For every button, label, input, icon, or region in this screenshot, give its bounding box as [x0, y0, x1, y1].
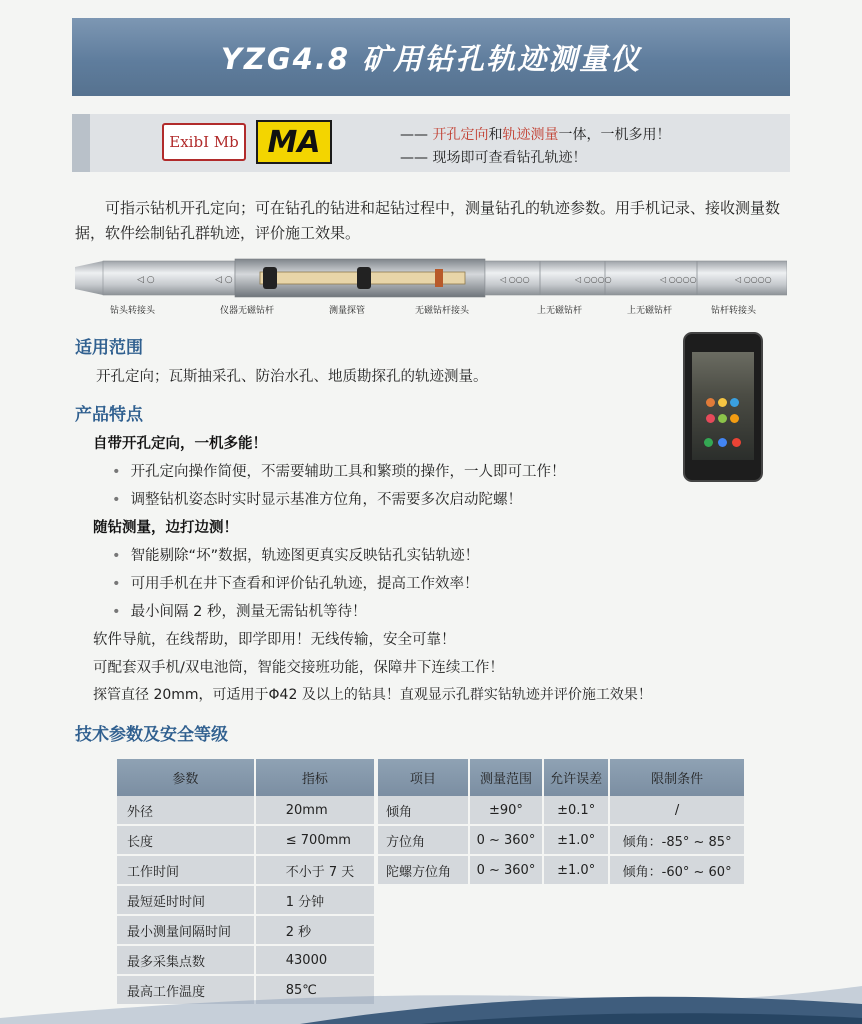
slogan-line-2: —— 现场即可查看钻孔轨迹！: [400, 150, 587, 166]
table-header: 测量范围: [470, 759, 544, 796]
table-row: 陀螺方位角 0 ~ 360° ±1.0° 倾角：-60° ~ 60°: [378, 856, 746, 886]
svg-text:◁ ○○○: ◁ ○○○: [500, 275, 530, 284]
page-title: YZG4.8 矿用钻孔轨迹测量仪: [220, 41, 642, 76]
table-header: 参数: [117, 759, 256, 796]
svg-text:◁ ○○○○: ◁ ○○○○: [575, 275, 612, 284]
svg-text:◁ ○: ◁ ○: [137, 275, 155, 285]
feature-extra-1: 软件导航，在线帮助，即学即用！无线传输，安全可靠！: [93, 632, 456, 648]
features-heading: 产品特点: [75, 405, 143, 425]
certification-band: [72, 114, 790, 172]
table-row: 最高工作温度 85℃: [117, 976, 376, 1006]
feature-extra-2: 可配套双手机/双电池筒，智能交接班功能，保障井下连续工作！: [93, 660, 504, 676]
ma-cert-logo: MA: [256, 120, 332, 164]
scope-heading: 适用范围: [75, 338, 143, 358]
tool-label-5: 上无磁钻杆: [537, 306, 583, 316]
tool-assembly-illustration: [75, 255, 787, 301]
list-item: • 智能剔除“坏”数据，轨迹图更真实反映钻孔实钻轨迹！: [112, 548, 480, 564]
table-row: 倾角 ±90° ±0.1° /: [378, 796, 746, 826]
svg-text:◁ ○○○○: ◁ ○○○○: [660, 275, 697, 284]
svg-text:◁ ○: ◁ ○: [215, 275, 233, 285]
table-row: 外径 20mm: [117, 796, 376, 826]
list-item: • 最小间隔 2 秒，测量无需钻机等待！: [112, 604, 367, 620]
tool-label-6: 上无磁钻杆: [627, 306, 673, 316]
features-group2-title: 随钻测量，边打边测！: [93, 520, 238, 536]
svg-text:◁ ○○○○: ◁ ○○○○: [735, 275, 772, 284]
table-row: 最多采集点数 43000: [117, 946, 376, 976]
spec-table-right: [378, 759, 746, 886]
tool-label-4: 无磁钻杆接头: [415, 306, 470, 316]
table-row: 长度 ≤ 700mm: [117, 826, 376, 856]
table-row: 最短延时时间 1 分钟: [117, 886, 376, 916]
features-group1-title: 自带开孔定向，一机多能！: [93, 436, 267, 452]
table-row: 方位角 0 ~ 360° ±1.0° 倾角：-85° ~ 85°: [378, 826, 746, 856]
feature-extra-3: 探管直径 20mm，可适用于Φ42 及以上的钻具！直观显示孔群实钻轨迹并评价施工效果！: [93, 687, 652, 703]
list-item: • 调整钻机姿态时实时显示基准方位角，不需要多次启动陀螺！: [112, 492, 523, 508]
slogan-line-1: —— 开孔定向和轨迹测量一体，一机多用！: [400, 127, 671, 143]
scope-text: 开孔定向；瓦斯抽采孔、防治水孔、地质勘探孔的轨迹测量。: [96, 369, 488, 385]
table-header: 允许误差: [544, 759, 610, 796]
phone-screen: [692, 352, 754, 460]
table-header: 限制条件: [610, 759, 746, 796]
bottom-wave-decoration: [0, 960, 862, 1024]
tool-label-3: 测量探管: [329, 306, 366, 316]
table-row: 最小测量间隔时间 2 秒: [117, 916, 376, 946]
tool-label-1: 钻头转接头: [110, 306, 156, 316]
title-banner: [72, 18, 790, 96]
intro-paragraph: 可指示钻机开孔定向；可在钻孔的钻进和起钻过程中，测量钻孔的轨迹参数。用手机记录、接收测量数据，软件绘制钻孔群轨迹，评价施工效果。: [75, 199, 781, 242]
list-item: • 开孔定向操作简便，不需要辅助工具和繁琐的操作，一人即可工作！: [112, 464, 566, 480]
table-header: 项目: [378, 759, 470, 796]
phone-image: [683, 332, 763, 482]
tool-label-2: 仪器无磁钻杆: [220, 306, 275, 316]
tool-assembly-diagram: [75, 255, 787, 317]
table-row: 工作时间 不小于 7 天: [117, 856, 376, 886]
list-item: • 可用手机在井下查看和评价钻孔轨迹，提高工作效率！: [112, 576, 479, 592]
tool-label-7: 钻杆转接头: [711, 306, 757, 316]
exib-cert-logo: ExibI Mb: [162, 123, 246, 161]
tech-heading: 技术参数及安全等级: [75, 725, 228, 745]
table-header: 指标: [256, 759, 376, 796]
